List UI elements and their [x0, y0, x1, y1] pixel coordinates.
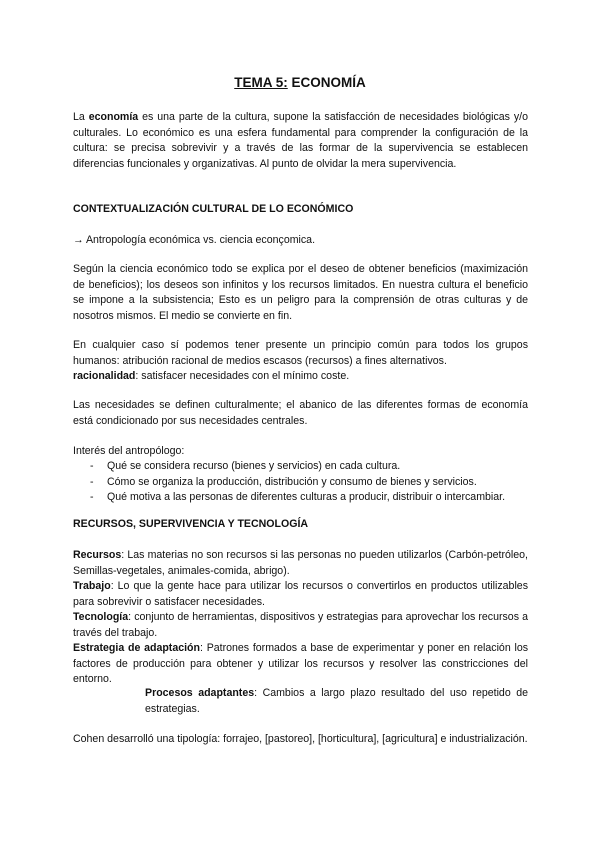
estrategia-text: : Patrones formados a base de experimentar y poner en relación los factores de producción para obtener y utilizar los recursos y resolver las constricciones del entorno. — [73, 642, 529, 685]
recursos-definition — [73, 548, 528, 579]
intro-text: es una parte de la cultura, supone la satisfacción de necesidades biológicas y/o culturales. Lo económico es una esfera fundamental para comprender la configuración de la cultura: se precisa sobrevivir y a través de las formar de la supervivencia se establecen diferencias funcionales y organizativas. Al punto de olvidar la mera supervivencia. — [73, 111, 529, 170]
section1-paragraph-3: Las necesidades se definen culturalmente; el abanico de las diferentes formas de economía está condicionado por sus necesidades centrales. — [73, 399, 528, 427]
intro-term: economía — [88, 111, 139, 123]
intro-pre: La — [73, 111, 89, 123]
interes-label: Interés del antropólogo: — [73, 445, 185, 457]
intro-paragraph — [73, 110, 528, 172]
cohen-paragraph: Cohen desarrolló una tipología: forrajeo, [pastoreo], [horticultura], [agricultura] e industrialización. — [73, 733, 528, 745]
section1-paragraph-1: Según la ciencia económico todo se explica por el deseo de obtener beneficios (maximización de beneficios); los deseos son infinitos y los recursos limitados. En nuestra cultura el beneficio se impone a la subsistencia; Esto es un peligro para la comprensión de otras culturas y de nosotros mismos. El medio se convierte en fin. — [73, 263, 528, 322]
procesos-definition — [145, 686, 528, 717]
section1-paragraph-2: En cualquier caso sí podemos tener presente un principio común para todos los grupos humanos: atribución racional de medios escasos (recursos) a fines alternativos. — [73, 339, 528, 367]
section1-heading: CONTEXTUALIZACIÓN CULTURAL DE LO ECONÓMICO — [73, 203, 354, 215]
racionalidad-term: racionalidad — [73, 370, 136, 382]
recursos-text: : Las materias no son recursos si las personas no pueden utilizarlos (Carbón-petróleo, Semillas-vegetales, animales-comida, abrigo). — [73, 549, 528, 577]
list-item: - Qué se considera recurso (bienes y servicios) en cada cultura. — [90, 459, 540, 475]
list-item: - Cómo se organiza la producción, distribución y consumo de bienes y servicios. — [90, 475, 540, 491]
list-item: - Qué motiva a las personas de diferentes culturas a producir, distribuir o intercambiar. — [90, 490, 540, 506]
trabajo-text: : Lo que la gente hace para utilizar los recursos o convertirlos en productos utilizables para sobrevivir o satisfacer necesidades. — [73, 580, 528, 608]
trabajo-definition — [73, 579, 528, 610]
racionalidad-text: : satisfacer necesidades con el mínimo coste. — [135, 370, 350, 382]
procesos-text: : Cambios a largo plazo resultado del uso repetido de estrategias. — [145, 687, 528, 715]
tecnologia-text: : conjunto de herramientas, dispositivos y estrategias para aprovechar los recursos a través del trabajo. — [73, 611, 528, 639]
racionalidad-definition — [73, 369, 528, 385]
page-title — [0, 75, 600, 90]
arrow-line: → Antropología económica vs. ciencia econçomica. — [73, 234, 316, 246]
tecnologia-term: Tecnología — [73, 611, 129, 623]
interes-list — [90, 459, 540, 506]
trabajo-term: Trabajo — [73, 580, 111, 592]
recursos-term: Recursos — [73, 549, 122, 561]
procesos-term: Procesos adaptantes — [145, 687, 255, 699]
estrategia-term: Estrategia de adaptación — [73, 642, 201, 654]
title-main: ECONOMÍA — [287, 75, 366, 90]
tecnologia-definition — [73, 610, 528, 641]
title-prefix: TEMA 5: — [234, 75, 288, 90]
estrategia-definition — [73, 641, 528, 688]
section2-heading: RECURSOS, SUPERVIVENCIA Y TECNOLOGÍA — [73, 518, 309, 530]
